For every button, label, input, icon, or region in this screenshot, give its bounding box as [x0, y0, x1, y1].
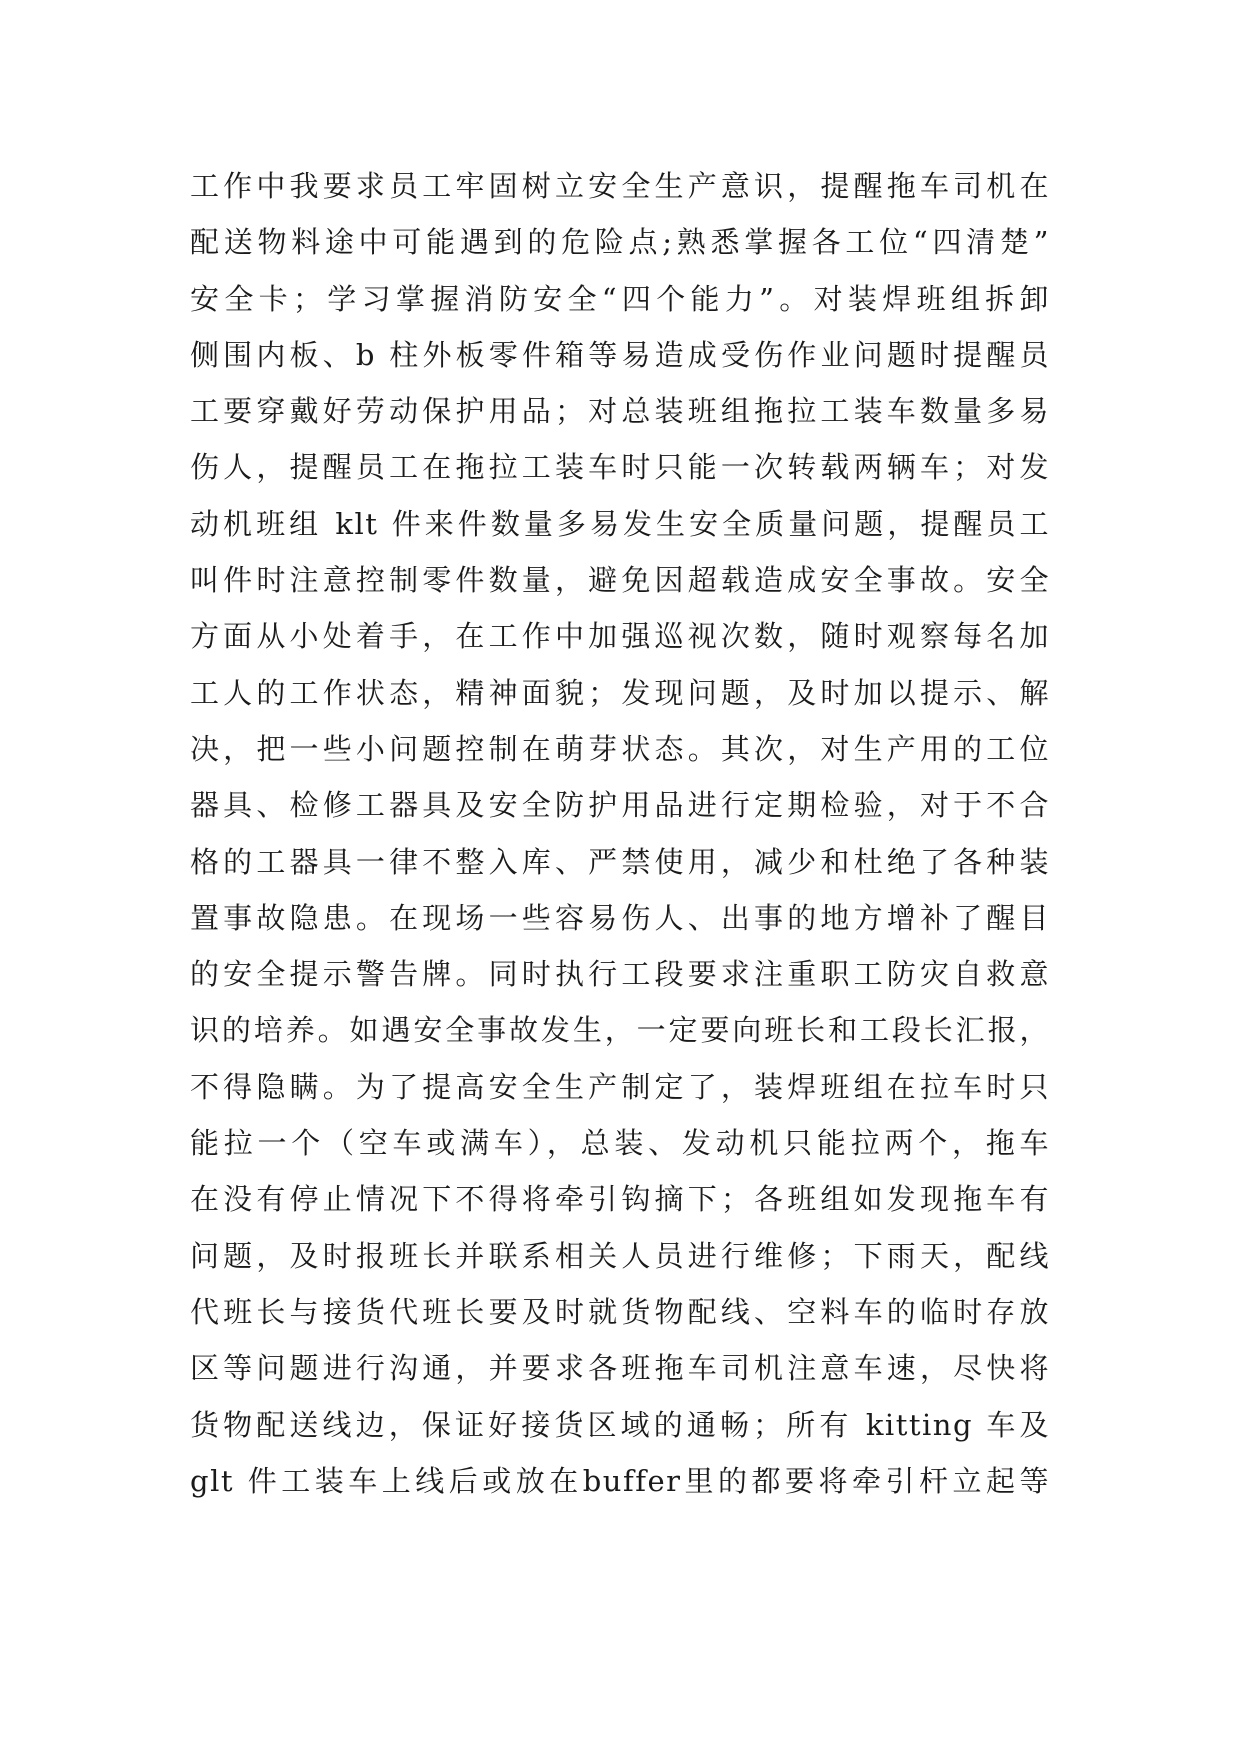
text-line: 工人的工作状态，精神面貌；发现问题，及时加以提示、解: [190, 675, 1050, 710]
text-line: 工要穿戴好劳动保护用品；对总装班组拖拉工装车数量多易: [190, 394, 1050, 429]
text-line: 决，把一些小问题控制在萌芽状态。其次，对生产用的工位: [190, 731, 1050, 766]
text-line: 置事故隐患。在现场一些容易伤人、出事的地方增补了醒目: [190, 900, 1050, 935]
text-line: 侧围内板、b 柱外板零件箱等易造成受伤作业问题时提醒员: [190, 337, 1050, 372]
text-line: 不得隐瞒。为了提高安全生产制定了，装焊班组在拉车时只: [190, 1069, 1050, 1104]
text-line: 识的培养。如遇安全事故发生，一定要向班长和工段长汇报，: [190, 1013, 1050, 1048]
text-line: 伤人，提醒员工在拖拉工装车时只能一次转载两辆车；对发: [190, 450, 1050, 485]
text-line: 动机班组 klt 件来件数量多易发生安全质量问题，提醒员工: [190, 506, 1050, 541]
text-line: 代班长与接货代班长要及时就货物配线、空料车的临时存放: [190, 1294, 1050, 1329]
text-line: 工作中我要求员工牢固树立安全生产意识，提醒拖车司机在: [190, 169, 1050, 203]
text-line: 格的工器具一律不整入库、严禁使用，减少和杜绝了各种装: [190, 844, 1050, 879]
text-line: 区等问题进行沟通，并要求各班拖车司机注意车速，尽快将: [190, 1351, 1050, 1386]
text-line: 能拉一个（空车或满车），总装、发动机只能拉两个，拖车: [190, 1126, 1050, 1161]
text-line: 器具、检修工器具及安全防护用品进行定期检验，对于不合: [190, 788, 1050, 823]
text-line: 的安全提示警告牌。同时执行工段要求注重职工防灾自救意: [190, 957, 1050, 992]
text-line: 在没有停止情况下不得将牵引钩摘下；各班组如发现拖车有: [190, 1182, 1050, 1217]
text-line: glt 件工装车上线后或放在buffer里的都要将牵引杆立起等: [190, 1463, 1050, 1498]
text-line: 货物配送线边，保证好接货区域的通畅；所有 kitting 车及: [190, 1407, 1050, 1442]
text-line: 叫件时注意控制零件数量，避免因超载造成安全事故。安全: [190, 563, 1050, 598]
body-text: [190, 158, 1050, 1509]
text-line: 安全卡；学习掌握消防安全“四个能力”。对装焊班组拆卸: [190, 281, 1050, 316]
text-line: 方面从小处着手，在工作中加强巡视次数，随时观察每名加: [190, 619, 1050, 654]
text-line: 问题，及时报班长并联系相关人员进行维修；下雨天，配线: [190, 1238, 1050, 1273]
text-line: 配送物料途中可能遇到的危险点;熟悉掌握各工位“四清楚”: [190, 225, 1050, 260]
